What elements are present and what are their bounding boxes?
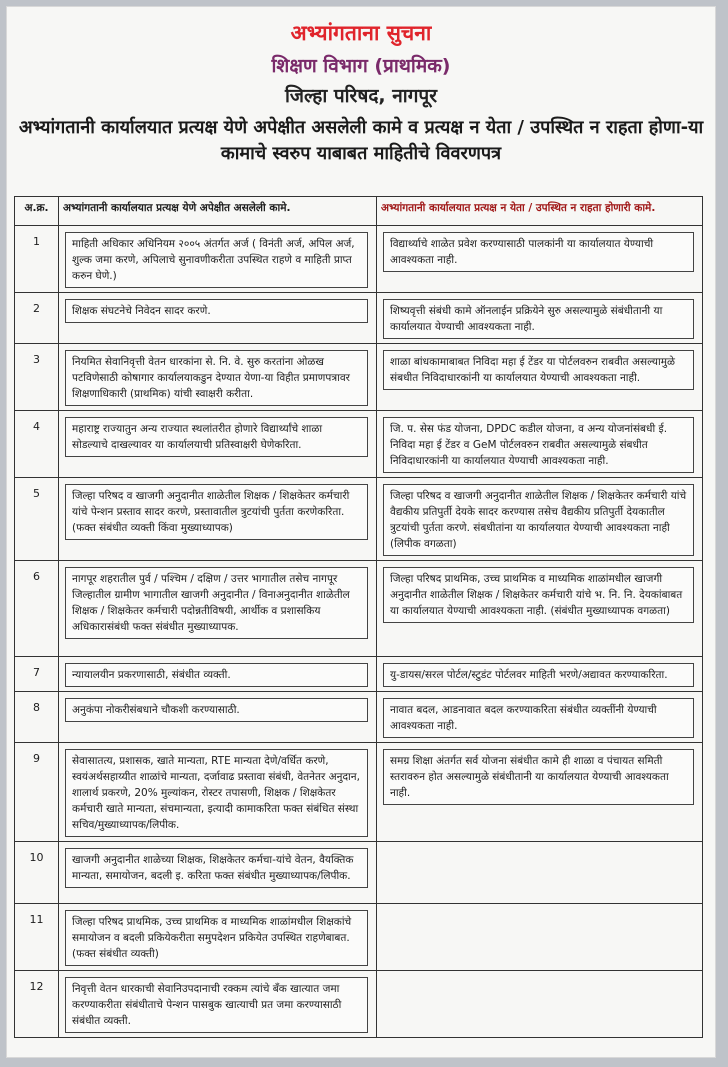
- table-header-row: [15, 197, 703, 226]
- table-row: [15, 344, 703, 411]
- row-number: 5: [15, 478, 59, 561]
- department-name: शिक्षण विभाग (प्राथमिक): [271, 55, 451, 77]
- header: [7, 19, 715, 167]
- online-work-cell: नावात बदल, आडनावात बदल करण्याकरिता संबंधीत व्यक्तींनी येण्याची आवश्यकता नाही.: [383, 698, 694, 738]
- row-number: 10: [15, 842, 59, 904]
- table-row: [15, 842, 703, 904]
- visit-work-cell: नागपूर शहरातील पुर्व / पश्चिम / दक्षिण / उत्तर भागातील तसेच नागपूर जिल्हातील ग्रामीण भागातील खाजगी अनुदानीत / विनाअनुदानीत शाळेतील शिक्षक / शिक्षकेतर कर्मचारी पदोन्नतीविषयी, आर्थीक व प्रशासकिय अधिकारासंबंधी फक्त संबंधीत मुख्याध्यापक.: [65, 567, 368, 639]
- table-row: [15, 411, 703, 478]
- table-row: [15, 478, 703, 561]
- visit-work-cell: जिल्हा परिषद व खाजगी अनुदानीत शाळेतील शिक्षक / शिक्षकेतर कर्मचारी यांचे पेन्शन प्रस्ताव सादर करणे, प्रस्तावातील त्रुटयांची पुर्तता करणेकरिता. (फक्त संबंधीत व्यक्ती किंवा मुख्याध्यापक): [65, 484, 368, 540]
- online-work-cell: शाळा बांधकामाबाबत निविदा महा ई टेंडर या पोर्टलवरुन राबवीत असल्यामुळे संबधीत निविदाधारकांनी या कार्यालयात येण्याची आवश्यकता नाही.: [383, 350, 694, 390]
- work-list-table: [14, 196, 703, 1038]
- online-work-cell: जि. प. सेस फंड योजना, DPDC कडील योजना, व अन्य योजनांसंबधी ई. निविदा महा ई टेंडर व GeM पोर्टलवरुन राबवीत असल्यामुळे संबधीत निविदाधारकांनी या कार्यालयात येण्याची आवश्यकता नाही.: [383, 417, 694, 473]
- table-row: [15, 743, 703, 842]
- visit-work-cell: माहिती अधिकार अधिनियम २००५ अंतर्गत अर्ज ( विनंती अर्ज, अपिल अर्ज, शुल्क जमा करणे, अपिलाचे सुनावणीकरीता उपस्थित राहणे व माहिती प्राप्त करुन घेणे.): [65, 232, 368, 288]
- visit-work-cell: न्यायालयीन प्रकरणासाठी, संबंधीत व्यक्ती.: [65, 663, 368, 687]
- table-row: [15, 971, 703, 1038]
- visit-work-cell: जिल्हा परिषद प्राथमिक, उच्च प्राथमिक व माध्यमिक शाळांमधील शिक्षकांचे समायोजन व बदली प्रकियेकरीता समुपदेशन प्रकियेत उपस्थित राहणेबाबत. (फक्त संबंधीत व्यक्ती): [65, 910, 368, 966]
- visit-work-cell: नियमित सेवानिवृत्ती वेतन धारकांना से. नि. वे. सुरु करतांना ओळख पटविणेसाठी कोषागार कार्यालयाकडुन देण्यात येणा-या विहीत प्रमाणपत्रावर शिक्षणाधिकारी (प्राथमिक) यांची स्वाक्षरी करीता.: [65, 350, 368, 406]
- online-work-cell: यु-डायस/सरल पोर्टल/स्टुडंट पोर्टलवर माहिती भरणे/अद्यावत करण्याकरिता.: [383, 663, 694, 687]
- row-number: 7: [15, 657, 59, 692]
- row-number: 1: [15, 226, 59, 293]
- visit-work-cell: निवृत्ती वेतन धारकाची सेवानिउपदानाची रक्कम त्यांचे बँक खात्यात जमा करण्याकरीता संबंधीताचे पेन्शन पासबुक खात्याची प्रत जमा करण्यासाठी संबंधीत व्यक्ती.: [65, 977, 368, 1033]
- online-work-cell: विद्यार्थ्याचे शाळेत प्रवेश करण्यासाठी पालकांनी या कार्यालयात येण्याची आवश्यकता नाही.: [383, 232, 694, 272]
- visit-work-cell: खाजगी अनुदानीत शाळेच्या शिक्षक, शिक्षकेतर कर्मचा-यांचे वेतन, वैयक्तिक मान्यता, समायोजन, बदली इ. करिता फक्त संबंधीत मुख्याध्यापक/लिपीक.: [65, 848, 368, 888]
- row-number: 11: [15, 904, 59, 971]
- table-row: [15, 904, 703, 971]
- notice-subtitle: अभ्यांगतानी कार्यालयात प्रत्यक्ष येणे अपेक्षीत असलेली कामे व प्रत्यक्ष न येता / उपस्थित न राहता होणा-या कामाचे स्वरुप याबाबत माहितीचे विवरणपत्र: [18, 117, 704, 164]
- table-row: [15, 293, 703, 344]
- online-work-cell: शिष्यवृत्ती संबंधी कामे ऑनलाईन प्रक्रियेने सुरु असल्यामुळे संबंधीतानी या कार्यालयात येण्याची आवश्यकता नाही.: [383, 299, 694, 339]
- online-work-cell: जिल्हा परिषद प्राथमिक, उच्च प्राथमिक व माध्यमिक शाळांमधील खाजगी अनुदानीत शाळेतील शिक्षक / शिक्षकेतर कर्मचारी यांचे भ. नि. नि. देयकांबाबत या कार्यालयात येण्याची आवश्यकता नाही. (संबंधीत मुख्याध्यापक वगळता): [383, 567, 694, 623]
- online-work-cell: समग्र शिक्षा अंतर्गत सर्व योजना संबंधीत कामे ही शाळा व पंचायत समिती स्तरावरुन होत असल्यामुळे संबंधीतानी या कार्यालयात येण्याची आवश्यकता नाही.: [383, 749, 694, 805]
- table-row: [15, 657, 703, 692]
- row-number: 2: [15, 293, 59, 344]
- visit-work-cell: अनुकंपा नोकरीसंबधाने चौकशी करण्यासाठी.: [65, 698, 368, 722]
- row-number: 6: [15, 561, 59, 657]
- notice-title: अभ्यांगताना सुचना: [290, 21, 432, 45]
- col-header-visit-work: अभ्यांगतानी कार्यालयात प्रत्यक्ष येणे अपेक्षीत असलेली कामे.: [59, 197, 377, 226]
- table-row: [15, 692, 703, 743]
- visit-work-cell: सेवासातत्य, प्रशासक, खाते मान्यता, RTE मान्यता देणे/वर्धित करणे, स्वयंअर्थसहाय्यीत शाळांचे मान्यता, दर्जावाढ प्रस्तावा संबंधी, वेतनेतर अनुदान, शालार्थ प्रकरणे, 20% मुल्यांकन, रोस्टर तपासणी, शिक्षक / शिक्षकेतर कर्मचारी खाते मान्यता, संचमान्यता, इत्यादी कामाकरिता फक्त संबंधित संस्था सचिव/मुख्याध्यापक/लिपीक.: [65, 749, 368, 837]
- table-row: [15, 561, 703, 657]
- table-row: [15, 226, 703, 293]
- row-number: 12: [15, 971, 59, 1038]
- row-number: 9: [15, 743, 59, 842]
- visit-work-cell: महाराष्ट्र राज्यातुन अन्य राज्यात स्थलांतरीत होणारे विद्यार्थ्यांचे शाळा सोडल्याचे दाखल्यावर या कार्यालयाची प्रतिस्वाक्षरी घेणेकरिता.: [65, 417, 368, 457]
- col-header-online-work: अभ्यांगतानी कार्यालयात प्रत्यक्ष न येता / उपस्थित न राहता होणारी कामे.: [377, 197, 703, 226]
- office-name: जिल्हा परिषद, नागपूर: [285, 85, 437, 107]
- col-header-serial: अ.क्र.: [15, 197, 59, 226]
- row-number: 8: [15, 692, 59, 743]
- online-work-cell: जिल्हा परिषद व खाजगी अनुदानीत शाळेतील शिक्षक / शिक्षकेतर कर्मचारी यांचे वैद्यकीय प्रतिपुर्ती देयके सादर करण्यास तसेच वैद्यकीय प्रतिपुर्ती देयकातील त्रुटयांची पुर्तता करणे. संबधीतांना या कार्यालयात येण्याची आवश्यकता नाही (लिपीक वगळता): [383, 484, 694, 556]
- row-number: 3: [15, 344, 59, 411]
- row-number: 4: [15, 411, 59, 478]
- visit-work-cell: शिक्षक संघटनेचे निवेदन सादर करणे.: [65, 299, 368, 323]
